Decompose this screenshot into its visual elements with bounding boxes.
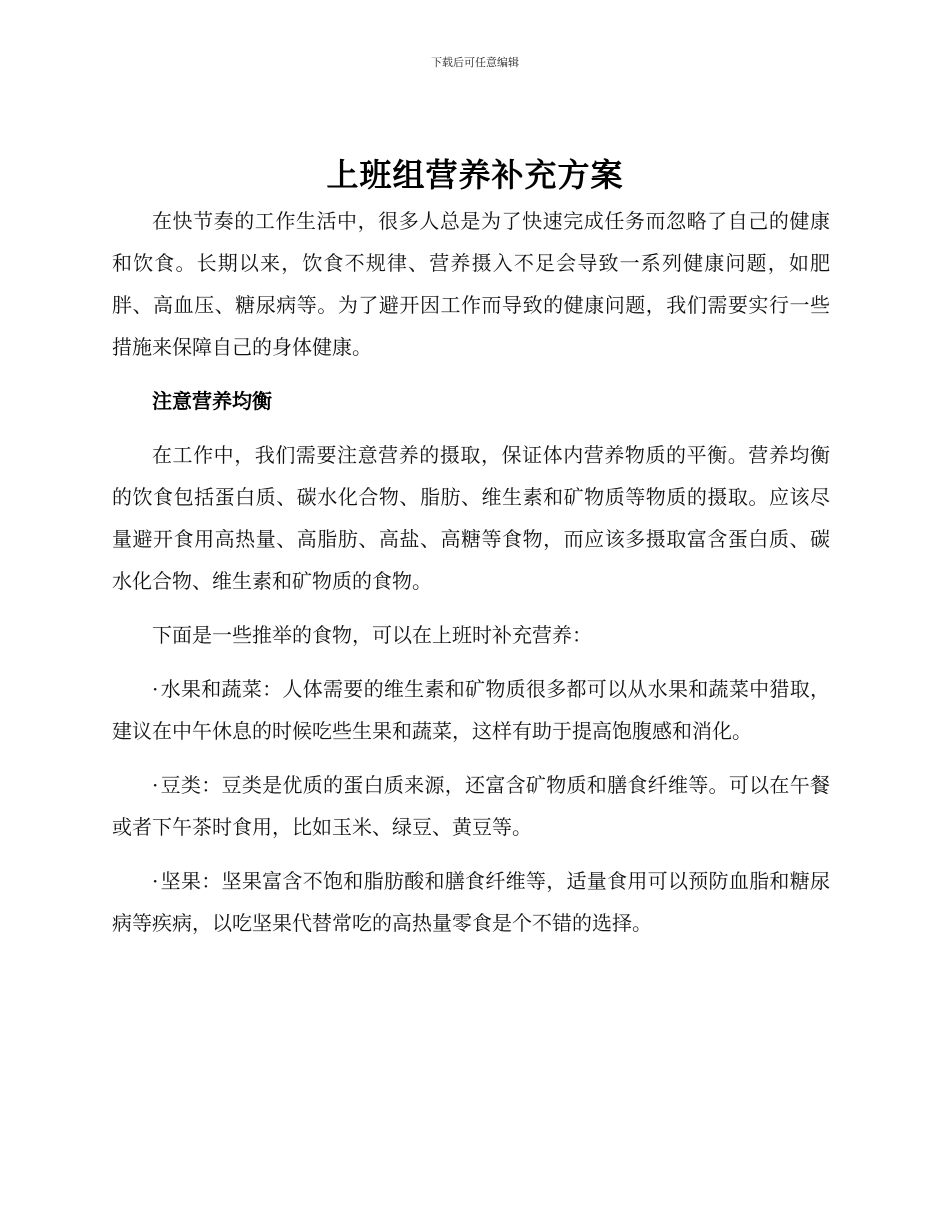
header-note: 下载后可任意编辑 [431, 56, 519, 69]
list-item-text: 坚果：坚果富含不饱和脂肪酸和膳食纤维等，适量食用可以预防血脂和糖尿病等疾病，以吃坚果代替常吃的高热量零食是个不错的选择。 [112, 869, 830, 935]
intro-paragraph: 在快节奏的工作生活中，很多人总是为了快速完成任务而忽略了自己的健康和饮食。长期以来，饮食不规律、营养摄入不足会导致一系列健康问题，如肥胖、高血压、糖尿病等。为了避开因工作而导致的健康问题，我们需要实行一些措施来保障自己的身体健康。 [112, 209, 830, 359]
list-item-text: 豆类：豆类是优质的蛋白质来源，还富含矿物质和膳食纤维等。可以在午餐或者下午茶时食用，比如玉米、绿豆、黄豆等。 [112, 773, 830, 839]
list-item [112, 764, 830, 848]
list-item [112, 860, 830, 944]
section-heading: 注意营养均衡 [152, 389, 272, 413]
document-body [112, 200, 830, 944]
bullet-mark: · [152, 677, 159, 701]
lead-in-paragraph: 下面是一些推举的食物，可以在上班时补充营养： [152, 623, 592, 647]
document-title: 上班组营养补充方案 [326, 156, 624, 194]
section-paragraph: 在工作中，我们需要注意营养的摄取，保证体内营养物质的平衡。营养均衡的饮食包括蛋白质、碳水化合物、脂肪、维生素和矿物质等物质的摄取。应该尽量避开食用高热量、高脂肪、高盐、高糖等食物，而应该多摄取富含蛋白质、碳水化合物、维生素和矿物质的食物。 [112, 443, 830, 593]
list-item [112, 668, 830, 752]
bullet-mark: · [152, 773, 159, 797]
bullet-mark: · [152, 869, 159, 893]
list-item-text: 水果和蔬菜：人体需要的维生素和矿物质很多都可以从水果和蔬菜中猎取，建议在中午休息的时候吃些生果和蔬菜，这样有助于提高饱腹感和消化。 [112, 677, 830, 743]
